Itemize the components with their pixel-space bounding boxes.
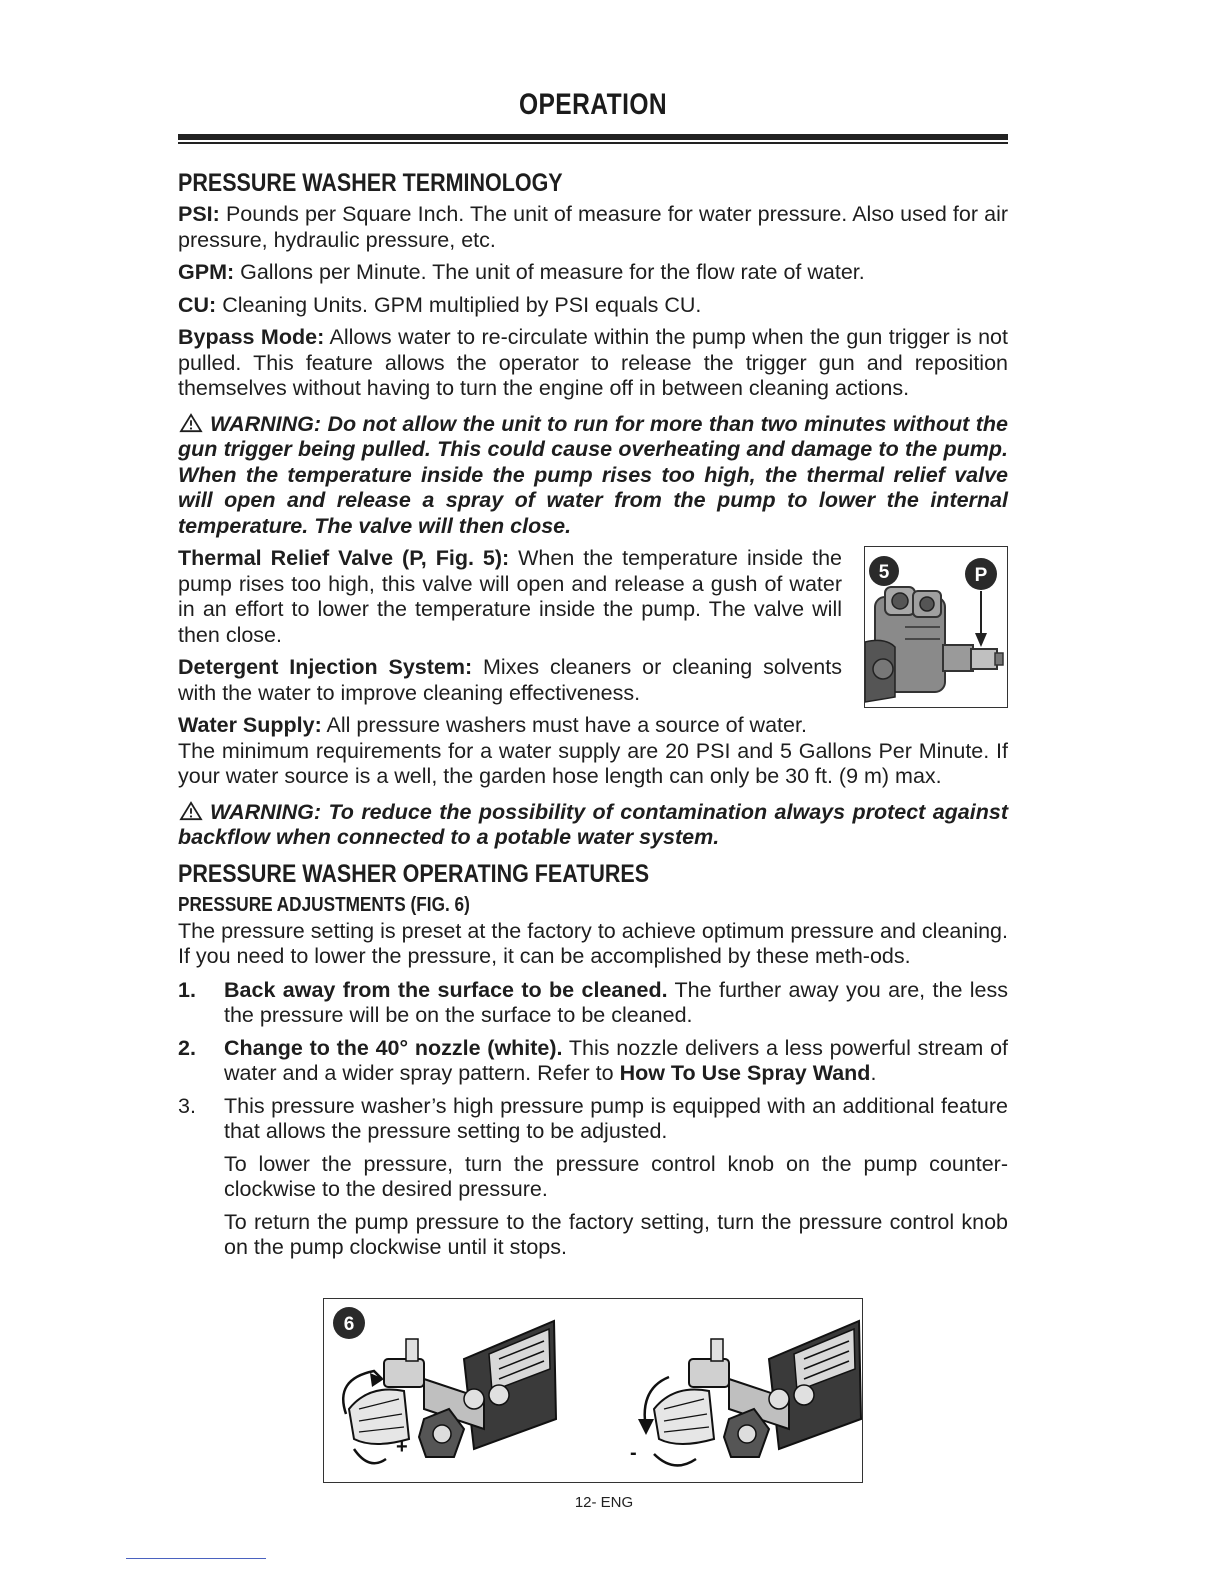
- list-item: 3. This pressure washer’s high pressure pump is equipped with an additional feature that allows the pressure setting to be adjusted.: [178, 1093, 1008, 1143]
- pump-valve-illustration: [865, 547, 1007, 707]
- return-pressure-instruction: To return the pump pressure to the factory setting, turn the pressure control knob on the pump clockwise until it stops.: [224, 1209, 1008, 1259]
- psi-definition: PSI: Pounds per Square Inch. The unit of measure for water pressure. Also used for air pressure, hydraulic pressure, etc.: [178, 202, 1008, 252]
- water-supply-requirements: The minimum requirements for a water supply are 20 PSI and 5 Gallons Per Minute. If your water source is a well, the garden hose length can only be 30 ft. (9 m) max.: [178, 738, 1008, 788]
- list-item: 1. Back away from the surface to be cleaned. The further away you are, the less the pressure will be on the surface to be cleaned.: [178, 977, 1009, 1027]
- content: [178, 160, 1008, 1268]
- pressure-adjustments-heading: PRESSURE ADJUSTMENTS (FIG. 6): [178, 893, 470, 916]
- warning-overheat: WARNING: Do not allow the unit to run for more than two minutes without the gun trigger being pulled. This could cause overheating and damage to the pump. When the temperature inside the pump rises too high, the thermal relief valve will open and release a spray of water from the pump to lower the internal temperature. The valve will then close.: [178, 411, 1008, 538]
- svg-text:5: 5: [878, 562, 890, 583]
- lower-pressure-instruction: To lower the pressure, turn the pressure control knob on the pump counter-clockwise to the desired pressure.: [224, 1151, 1008, 1201]
- terminology-heading: PRESSURE WASHER TERMINOLOGY: [178, 169, 563, 197]
- increase-sign: +: [396, 1436, 408, 1458]
- detergent-definition: Detergent Injection System: Mixes cleaners or cleaning solvents with the water to improve cleaning effectiveness.: [178, 655, 842, 705]
- page-number: 12- ENG: [574, 1494, 634, 1511]
- pump-left: [343, 1321, 556, 1463]
- pressure-steps: [178, 978, 1008, 1145]
- warning-icon: [178, 413, 204, 433]
- pressure-knob-illustration: [324, 1299, 862, 1482]
- footnote-rule: [126, 1558, 266, 1559]
- features-heading: PRESSURE WASHER OPERATING FEATURES: [178, 859, 650, 888]
- pressure-intro: The pressure setting is preset at the factory to achieve optimum pressure and cleaning. If you need to lower the pressure, it can be accomplished by these meth-ods.: [178, 918, 1008, 968]
- water-supply-definition: Water Supply: All pressure washers must have a source of water.: [178, 713, 807, 737]
- thermal-section: [178, 546, 1008, 790]
- bypass-definition: Bypass Mode: Allows water to re-circulate within the pump when the gun trigger is not pulled. This feature allows the operator to release the trigger gun and reposition themselves without having to turn the engine off in between cleaning actions.: [178, 325, 1008, 400]
- thermal-relief-definition: Thermal Relief Valve (P, Fig. 5): When the temperature inside the pump rises too high, this valve will open and release a gush of water in an effort to lower the temperature inside the pump. The valve will then close.: [178, 546, 842, 647]
- gpm-definition: GPM: Gallons per Minute. The unit of measure for the flow rate of water.: [178, 260, 865, 284]
- list-item: 2. Change to the 40° nozzle (white). This nozzle delivers a less powerful stream of water and a wider spray pattern. Refer to How To Use Spray Wand.: [178, 1035, 1008, 1085]
- header-rule-thin: [178, 142, 1008, 144]
- warning-icon: [178, 801, 204, 821]
- svg-text:P: P: [974, 565, 988, 586]
- warning-backflow: WARNING: To reduce the possibility of contamination always protect against backflow when connected to a potable water system.: [178, 799, 1008, 849]
- decrease-sign: -: [630, 1442, 637, 1464]
- page-title: OPERATION: [518, 88, 668, 121]
- pump-right: [630, 1321, 861, 1465]
- figure-6: [323, 1298, 863, 1483]
- cu-definition: CU: Cleaning Units. GPM multiplied by PSI equals CU.: [178, 292, 702, 317]
- header-rule: [178, 134, 1008, 140]
- figure-5: [864, 546, 1008, 708]
- svg-text:6: 6: [343, 1314, 355, 1335]
